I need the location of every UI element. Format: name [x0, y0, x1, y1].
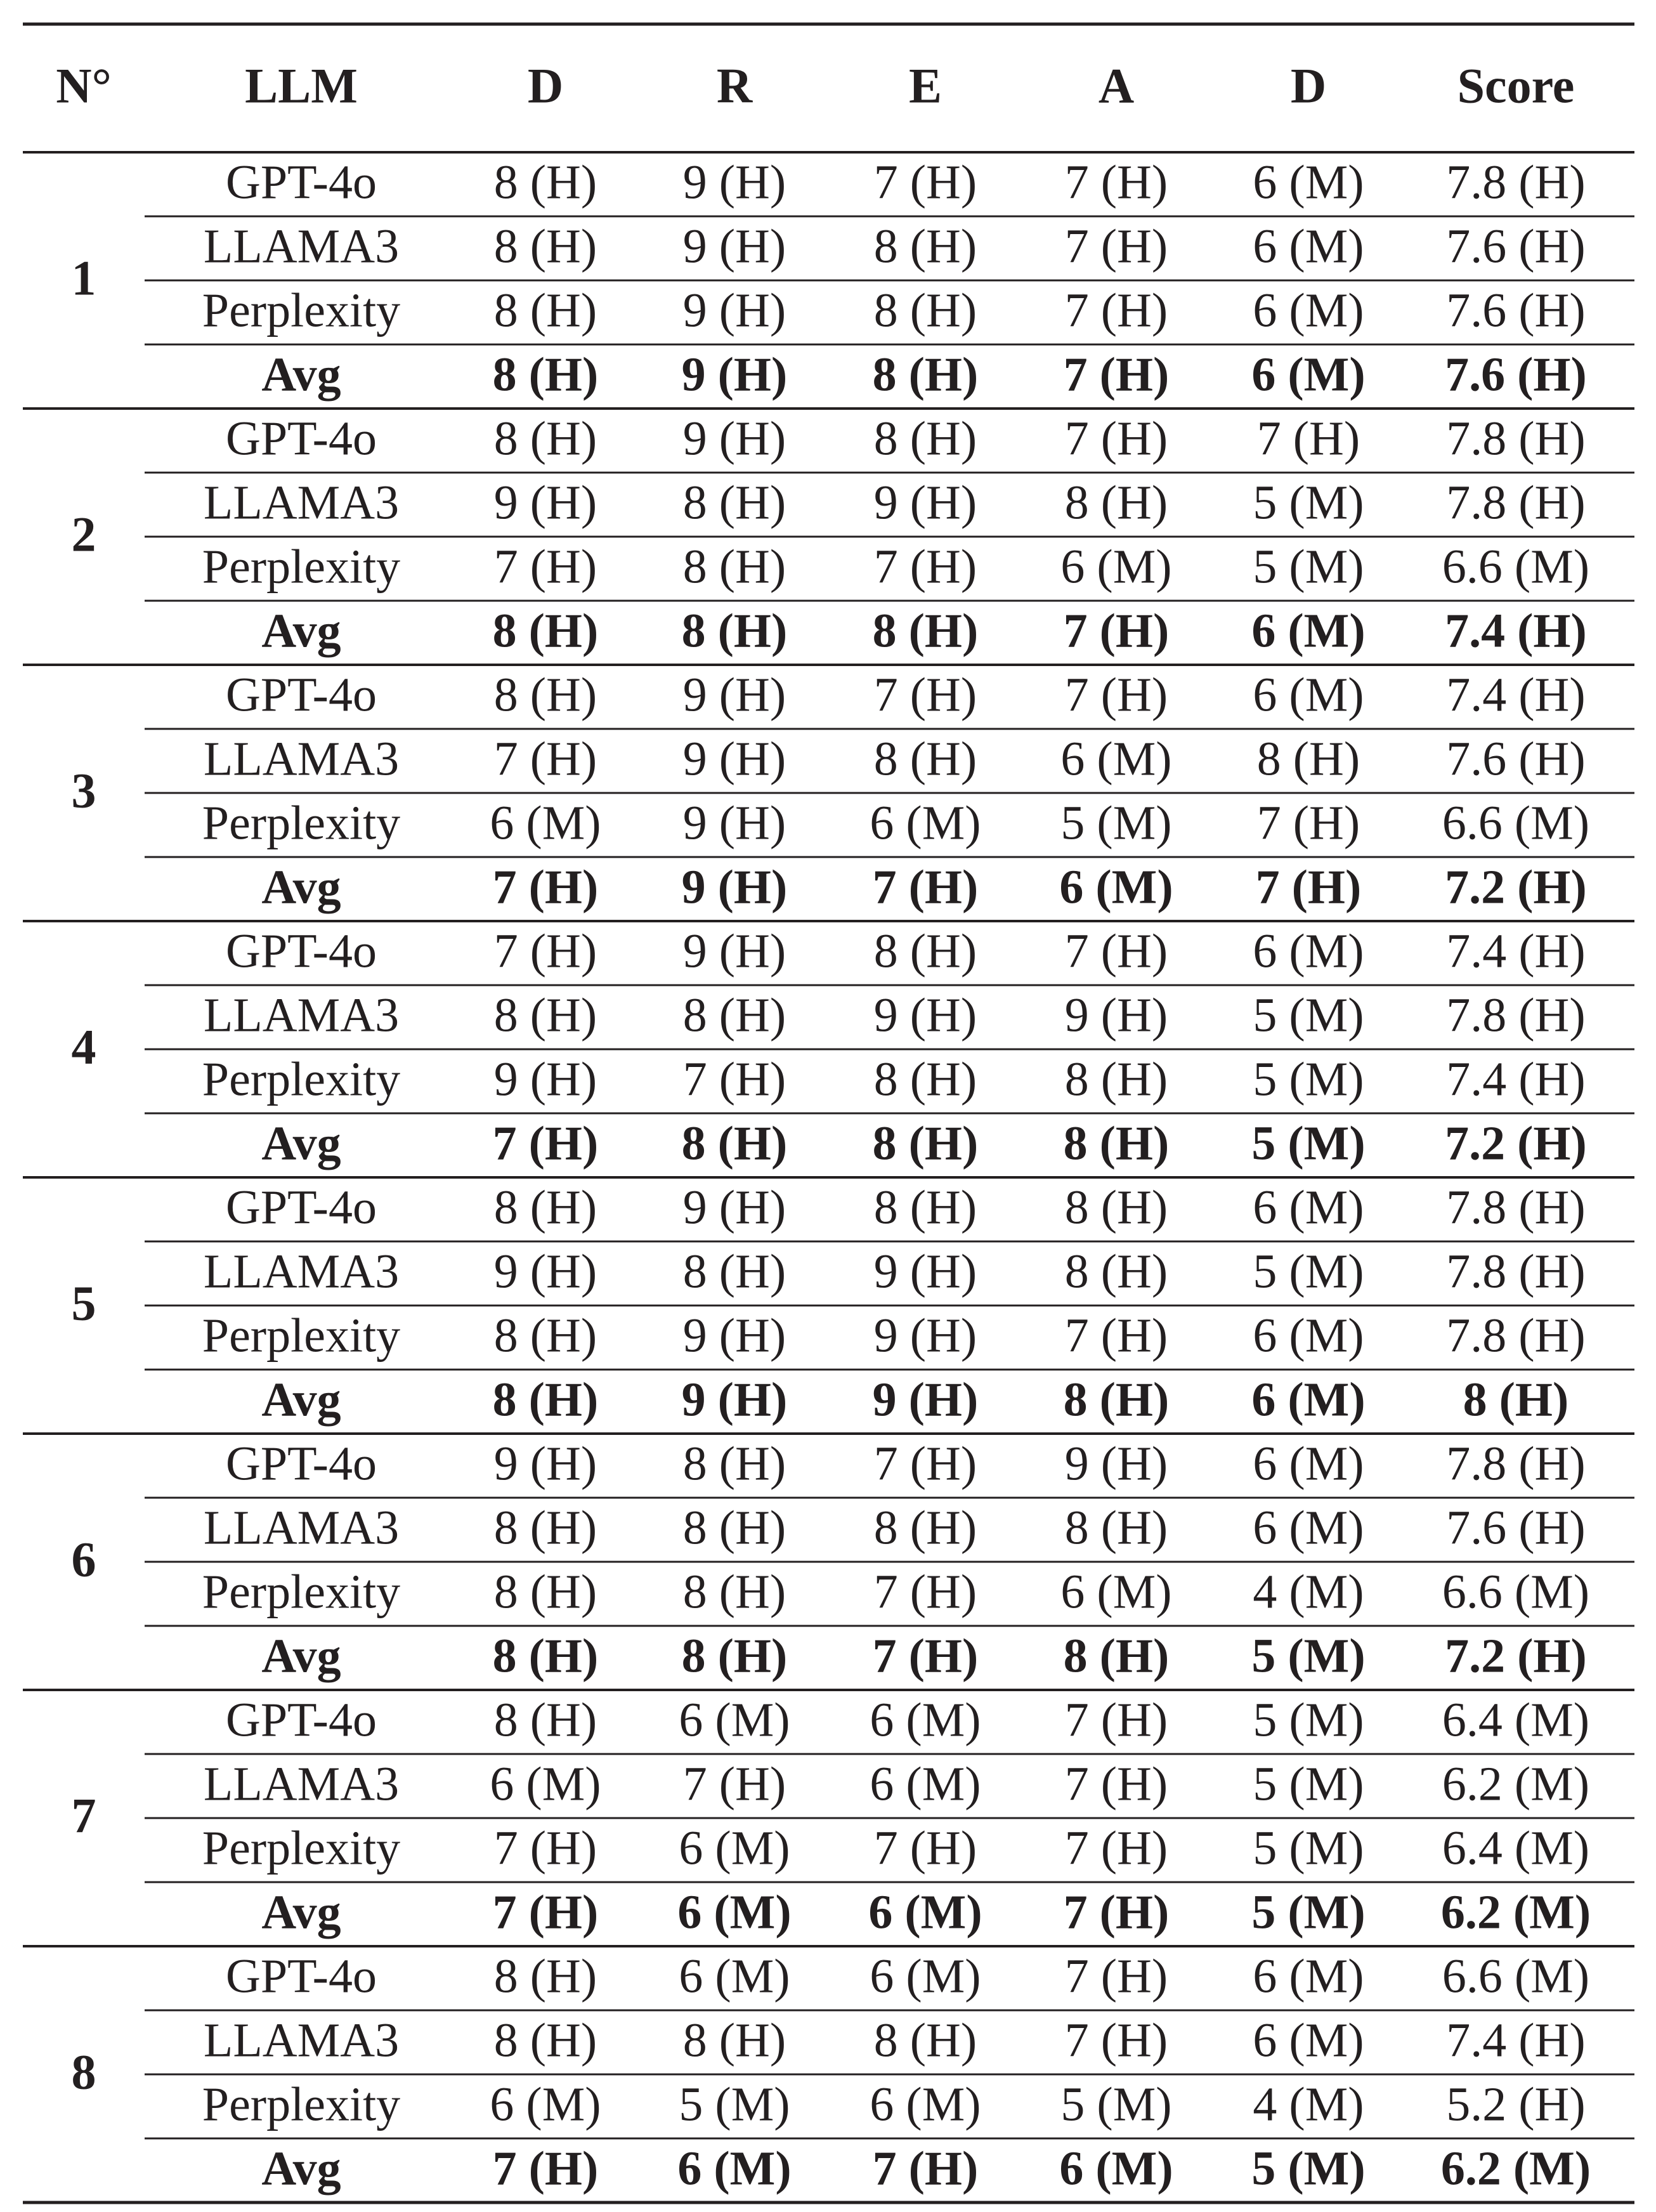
metric-cell: 6 (M)	[679, 1693, 790, 1747]
metric-cell: 6 (M)	[490, 1757, 601, 1811]
metric-cell: 7 (H)	[1064, 668, 1168, 722]
score-cell: 7.6 (H)	[1445, 348, 1587, 402]
metric-cell: 6 (M)	[1251, 1373, 1366, 1427]
group-number: 2	[71, 506, 96, 562]
header-cell: LLM	[245, 58, 358, 114]
metric-cell: 8 (H)	[493, 988, 597, 1042]
metric-cell: 8 (H)	[1063, 1116, 1170, 1170]
group-number: 6	[71, 1531, 96, 1587]
metric-cell: 7 (H)	[493, 1821, 597, 1875]
llm-name: GPT-4o	[226, 1181, 377, 1234]
metric-cell: 6 (M)	[1251, 604, 1366, 658]
group-number: 1	[71, 250, 96, 306]
score-cell: 7.6 (H)	[1446, 219, 1586, 273]
metric-cell: 9 (H)	[682, 284, 786, 337]
llm-name: Avg	[261, 1629, 341, 1683]
metric-cell: 7 (H)	[1063, 604, 1170, 658]
metric-cell: 7 (H)	[873, 1565, 977, 1619]
score-cell: 6.2 (M)	[1442, 1757, 1590, 1811]
metric-cell: 6 (M)	[1253, 284, 1364, 337]
metric-cell: 9 (H)	[1064, 1437, 1168, 1491]
llm-name: Perplexity	[202, 1821, 401, 1875]
llm-name: Avg	[261, 860, 341, 914]
metric-cell: 6 (M)	[490, 2078, 601, 2131]
metric-cell: 8 (H)	[873, 284, 977, 337]
score-cell: 7.4 (H)	[1446, 668, 1586, 722]
metric-cell: 8 (H)	[493, 155, 597, 209]
metric-cell: 5 (M)	[1060, 2078, 1172, 2131]
metric-cell: 6 (M)	[870, 1949, 981, 2003]
group-number: 4	[71, 1019, 96, 1075]
metric-cell: 6 (M)	[677, 1885, 792, 1939]
metric-cell: 6 (M)	[1253, 1309, 1364, 1363]
metric-cell: 8 (H)	[873, 732, 977, 786]
metric-cell: 6 (M)	[1251, 348, 1366, 402]
metric-cell: 5 (M)	[1253, 540, 1364, 594]
metric-cell: 6 (M)	[868, 1885, 982, 1939]
score-cell: 7.4 (H)	[1445, 604, 1587, 658]
metric-cell: 6 (M)	[1253, 219, 1364, 273]
metric-cell: 8 (H)	[493, 2013, 597, 2067]
metric-cell: 8 (H)	[492, 348, 599, 402]
metric-cell: 7 (H)	[1064, 284, 1168, 337]
metric-cell: 8 (H)	[493, 1565, 597, 1619]
metric-cell: 8 (H)	[1256, 732, 1360, 786]
metric-cell: 7 (H)	[1064, 1821, 1168, 1875]
header-cell: R	[716, 58, 753, 114]
metric-cell: 9 (H)	[681, 860, 788, 914]
metric-cell: 7 (H)	[493, 540, 597, 594]
group-number: 7	[71, 1788, 96, 1843]
metric-cell: 7 (H)	[682, 1757, 786, 1811]
score-cell: 6.4 (M)	[1442, 1693, 1590, 1747]
metric-cell: 6 (M)	[1059, 2142, 1173, 2196]
metric-cell: 5 (M)	[1251, 2142, 1366, 2196]
metric-cell: 7 (H)	[492, 2142, 599, 2196]
score-cell: 7.8 (H)	[1446, 476, 1586, 530]
header-cell: A	[1098, 58, 1135, 114]
metric-cell: 8 (H)	[682, 476, 786, 530]
metric-cell: 8 (H)	[492, 604, 599, 658]
metric-cell: 8 (H)	[872, 604, 979, 658]
metric-cell: 8 (H)	[493, 1181, 597, 1234]
metric-cell: 7 (H)	[1064, 155, 1168, 209]
metric-cell: 8 (H)	[873, 1052, 977, 1106]
metric-cell: 7 (H)	[492, 860, 599, 914]
score-cell: 7.4 (H)	[1446, 1052, 1586, 1106]
metric-cell: 7 (H)	[873, 1437, 977, 1491]
metric-cell: 8 (H)	[492, 1629, 599, 1683]
llm-name: LLAMA3	[203, 2013, 400, 2067]
metric-cell: 8 (H)	[493, 668, 597, 722]
metric-cell: 8 (H)	[1064, 476, 1168, 530]
header-cell: N°	[56, 58, 112, 114]
llm-name: GPT-4o	[226, 1693, 377, 1747]
metric-cell: 8 (H)	[493, 219, 597, 273]
metric-cell: 6 (M)	[1253, 1949, 1364, 2003]
group-number: 3	[71, 762, 96, 818]
score-cell: 6.4 (M)	[1442, 1821, 1590, 1875]
metric-cell: 8 (H)	[1064, 1181, 1168, 1234]
metric-cell: 8 (H)	[682, 540, 786, 594]
metric-cell: 7 (H)	[1255, 860, 1362, 914]
metric-cell: 7 (H)	[873, 668, 977, 722]
metric-cell: 8 (H)	[493, 1693, 597, 1747]
metric-cell: 8 (H)	[1064, 1501, 1168, 1555]
score-cell: 7.6 (H)	[1446, 284, 1586, 337]
metric-cell: 9 (H)	[681, 348, 788, 402]
metric-cell: 5 (M)	[1251, 1116, 1366, 1170]
llm-name: LLAMA3	[203, 476, 400, 530]
metric-cell: 8 (H)	[681, 604, 788, 658]
header-cell: D	[1290, 58, 1327, 114]
metric-cell: 5 (M)	[1253, 476, 1364, 530]
metric-cell: 7 (H)	[1064, 924, 1168, 978]
metric-cell: 6 (M)	[1253, 1181, 1364, 1234]
metric-cell: 8 (H)	[873, 412, 977, 466]
llm-name: GPT-4o	[226, 924, 377, 978]
metric-cell: 4 (M)	[1253, 2078, 1364, 2131]
score-cell: 7.6 (H)	[1446, 732, 1586, 786]
metric-cell: 7 (H)	[1064, 1757, 1168, 1811]
metric-cell: 9 (H)	[873, 476, 977, 530]
metric-cell: 9 (H)	[493, 1245, 597, 1299]
score-cell: 7.8 (H)	[1446, 1181, 1586, 1234]
metric-cell: 9 (H)	[681, 1373, 788, 1427]
score-cell: 6.6 (M)	[1442, 1949, 1590, 2003]
llm-name: Perplexity	[202, 2078, 401, 2131]
score-cell: 5.2 (H)	[1446, 2078, 1586, 2131]
metric-cell: 6 (M)	[679, 1949, 790, 2003]
metric-cell: 7 (H)	[682, 1052, 786, 1106]
metric-cell: 5 (M)	[1253, 1693, 1364, 1747]
metric-cell: 7 (H)	[1063, 1885, 1170, 1939]
metric-cell: 9 (H)	[682, 155, 786, 209]
llm-name: Avg	[261, 1373, 341, 1427]
metric-cell: 9 (H)	[873, 1245, 977, 1299]
score-cell: 7.6 (H)	[1446, 1501, 1586, 1555]
score-cell: 6.2 (M)	[1440, 2142, 1591, 2196]
header-cell: E	[908, 58, 942, 114]
metric-cell: 7 (H)	[493, 924, 597, 978]
metric-cell: 4 (M)	[1253, 1565, 1364, 1619]
metric-cell: 8 (H)	[873, 1501, 977, 1555]
metric-cell: 7 (H)	[872, 2142, 979, 2196]
score-cell: 7.4 (H)	[1446, 2013, 1586, 2067]
llm-name: Avg	[261, 604, 341, 658]
metric-cell: 8 (H)	[1064, 1052, 1168, 1106]
metric-cell: 6 (M)	[870, 2078, 981, 2131]
metric-cell: 7 (H)	[1064, 2013, 1168, 2067]
metric-cell: 5 (M)	[1253, 1245, 1364, 1299]
score-cell: 7.2 (H)	[1445, 1629, 1587, 1683]
metric-cell: 8 (H)	[493, 284, 597, 337]
metric-cell: 5 (M)	[1060, 796, 1172, 850]
metric-cell: 6 (M)	[1059, 860, 1173, 914]
metric-cell: 5 (M)	[1253, 1821, 1364, 1875]
metric-cell: 6 (M)	[1060, 732, 1172, 786]
llm-name: Avg	[261, 2142, 341, 2196]
metric-cell: 8 (H)	[681, 1116, 788, 1170]
score-cell: 7.8 (H)	[1446, 1245, 1586, 1299]
metric-cell: 9 (H)	[493, 1052, 597, 1106]
llm-name: GPT-4o	[226, 412, 377, 466]
metric-cell: 8 (H)	[872, 1116, 979, 1170]
metric-cell: 8 (H)	[873, 1181, 977, 1234]
metric-cell: 6 (M)	[1060, 1565, 1172, 1619]
metric-cell: 6 (M)	[870, 796, 981, 850]
metric-cell: 7 (H)	[1256, 412, 1360, 466]
llm-name: GPT-4o	[226, 668, 377, 722]
metric-cell: 6 (M)	[490, 796, 601, 850]
metric-cell: 9 (H)	[872, 1373, 979, 1427]
metric-cell: 8 (H)	[682, 1437, 786, 1491]
metric-cell: 9 (H)	[873, 1309, 977, 1363]
metric-cell: 6 (M)	[677, 2142, 792, 2196]
metric-cell: 8 (H)	[493, 1949, 597, 2003]
llm-name: Perplexity	[202, 1309, 401, 1363]
metric-cell: 9 (H)	[682, 219, 786, 273]
metric-cell: 7 (H)	[492, 1116, 599, 1170]
score-cell: 7.8 (H)	[1446, 1309, 1586, 1363]
score-cell: 7.4 (H)	[1446, 924, 1586, 978]
llm-name: Avg	[261, 348, 341, 402]
score-cell: 8 (H)	[1463, 1373, 1569, 1427]
group-number: 5	[71, 1275, 96, 1331]
metric-cell: 8 (H)	[492, 1373, 599, 1427]
llm-name: Avg	[261, 1116, 341, 1170]
header-cell: D	[527, 58, 564, 114]
metric-cell: 8 (H)	[873, 219, 977, 273]
metric-cell: 8 (H)	[1063, 1629, 1170, 1683]
llm-name: LLAMA3	[203, 219, 400, 273]
metric-cell: 7 (H)	[1063, 348, 1170, 402]
metric-cell: 8 (H)	[682, 1501, 786, 1555]
metric-cell: 7 (H)	[1064, 1693, 1168, 1747]
metric-cell: 9 (H)	[1064, 988, 1168, 1042]
metric-cell: 9 (H)	[682, 796, 786, 850]
metric-cell: 6 (M)	[870, 1693, 981, 1747]
metric-cell: 8 (H)	[493, 1309, 597, 1363]
llm-name: Perplexity	[202, 1565, 401, 1619]
metric-cell: 6 (M)	[1253, 1501, 1364, 1555]
metric-cell: 5 (M)	[1251, 1629, 1366, 1683]
header-cell: Score	[1457, 58, 1575, 114]
metric-cell: 8 (H)	[873, 924, 977, 978]
metric-cell: 8 (H)	[682, 988, 786, 1042]
metric-cell: 6 (M)	[1253, 2013, 1364, 2067]
metric-cell: 9 (H)	[682, 668, 786, 722]
metric-cell: 7 (H)	[1064, 1949, 1168, 2003]
metric-cell: 8 (H)	[681, 1629, 788, 1683]
metric-cell: 6 (M)	[1253, 1437, 1364, 1491]
llm-name: GPT-4o	[226, 155, 377, 209]
metric-cell: 9 (H)	[493, 476, 597, 530]
metric-cell: 8 (H)	[682, 1565, 786, 1619]
metric-cell: 7 (H)	[872, 860, 979, 914]
llm-name: Perplexity	[202, 540, 401, 594]
score-cell: 7.2 (H)	[1445, 860, 1587, 914]
group-number: 8	[71, 2044, 96, 2100]
metric-cell: 8 (H)	[682, 2013, 786, 2067]
metric-cell: 7 (H)	[1256, 796, 1360, 850]
metric-cell: 8 (H)	[1064, 1245, 1168, 1299]
llm-name: Avg	[261, 1885, 341, 1939]
score-cell: 6.6 (M)	[1442, 1565, 1590, 1619]
score-cell: 6.6 (M)	[1442, 540, 1590, 594]
metric-cell: 8 (H)	[1063, 1373, 1170, 1427]
metric-cell: 7 (H)	[493, 732, 597, 786]
metric-cell: 6 (M)	[1060, 540, 1172, 594]
metric-cell: 6 (M)	[1253, 155, 1364, 209]
metric-cell: 5 (M)	[1253, 1052, 1364, 1106]
llm-name: Perplexity	[202, 1052, 401, 1106]
metric-cell: 8 (H)	[872, 348, 979, 402]
metric-cell: 6 (M)	[870, 1757, 981, 1811]
metric-cell: 9 (H)	[873, 988, 977, 1042]
score-cell: 7.8 (H)	[1446, 412, 1586, 466]
metric-cell: 9 (H)	[682, 1309, 786, 1363]
llm-name: LLAMA3	[203, 1501, 400, 1555]
llm-name: GPT-4o	[226, 1437, 377, 1491]
score-cell: 7.2 (H)	[1445, 1116, 1587, 1170]
metric-cell: 7 (H)	[492, 1885, 599, 1939]
llm-name: LLAMA3	[203, 1245, 400, 1299]
score-cell: 7.8 (H)	[1446, 155, 1586, 209]
metric-cell: 7 (H)	[872, 1629, 979, 1683]
metric-cell: 8 (H)	[682, 1245, 786, 1299]
metric-cell: 6 (M)	[1253, 924, 1364, 978]
metric-cell: 9 (H)	[493, 1437, 597, 1491]
metric-cell: 9 (H)	[682, 412, 786, 466]
metric-cell: 7 (H)	[1064, 412, 1168, 466]
metric-cell: 5 (M)	[1253, 1757, 1364, 1811]
metric-cell: 7 (H)	[873, 1821, 977, 1875]
metric-cell: 7 (H)	[873, 540, 977, 594]
metric-cell: 9 (H)	[682, 732, 786, 786]
metric-cell: 5 (M)	[1253, 988, 1364, 1042]
metric-cell: 8 (H)	[873, 2013, 977, 2067]
llm-name: LLAMA3	[203, 1757, 400, 1811]
metric-cell: 5 (M)	[1251, 1885, 1366, 1939]
llm-name: GPT-4o	[226, 1949, 377, 2003]
llm-name: Perplexity	[202, 284, 401, 337]
score-cell: 6.6 (M)	[1442, 796, 1590, 850]
score-cell: 6.2 (M)	[1440, 1885, 1591, 1939]
metric-cell: 5 (M)	[679, 2078, 790, 2131]
metric-cell: 8 (H)	[493, 412, 597, 466]
llm-name: Perplexity	[202, 796, 401, 850]
metric-cell: 6 (M)	[679, 1821, 790, 1875]
llm-name: LLAMA3	[203, 732, 400, 786]
metric-cell: 6 (M)	[1253, 668, 1364, 722]
score-cell: 7.8 (H)	[1446, 1437, 1586, 1491]
metric-cell: 7 (H)	[873, 155, 977, 209]
metric-cell: 7 (H)	[1064, 1309, 1168, 1363]
score-cell: 7.8 (H)	[1446, 988, 1586, 1042]
metric-cell: 8 (H)	[493, 1501, 597, 1555]
metric-cell: 9 (H)	[682, 924, 786, 978]
llm-name: LLAMA3	[203, 988, 400, 1042]
metric-cell: 7 (H)	[1064, 219, 1168, 273]
metric-cell: 9 (H)	[682, 1181, 786, 1234]
